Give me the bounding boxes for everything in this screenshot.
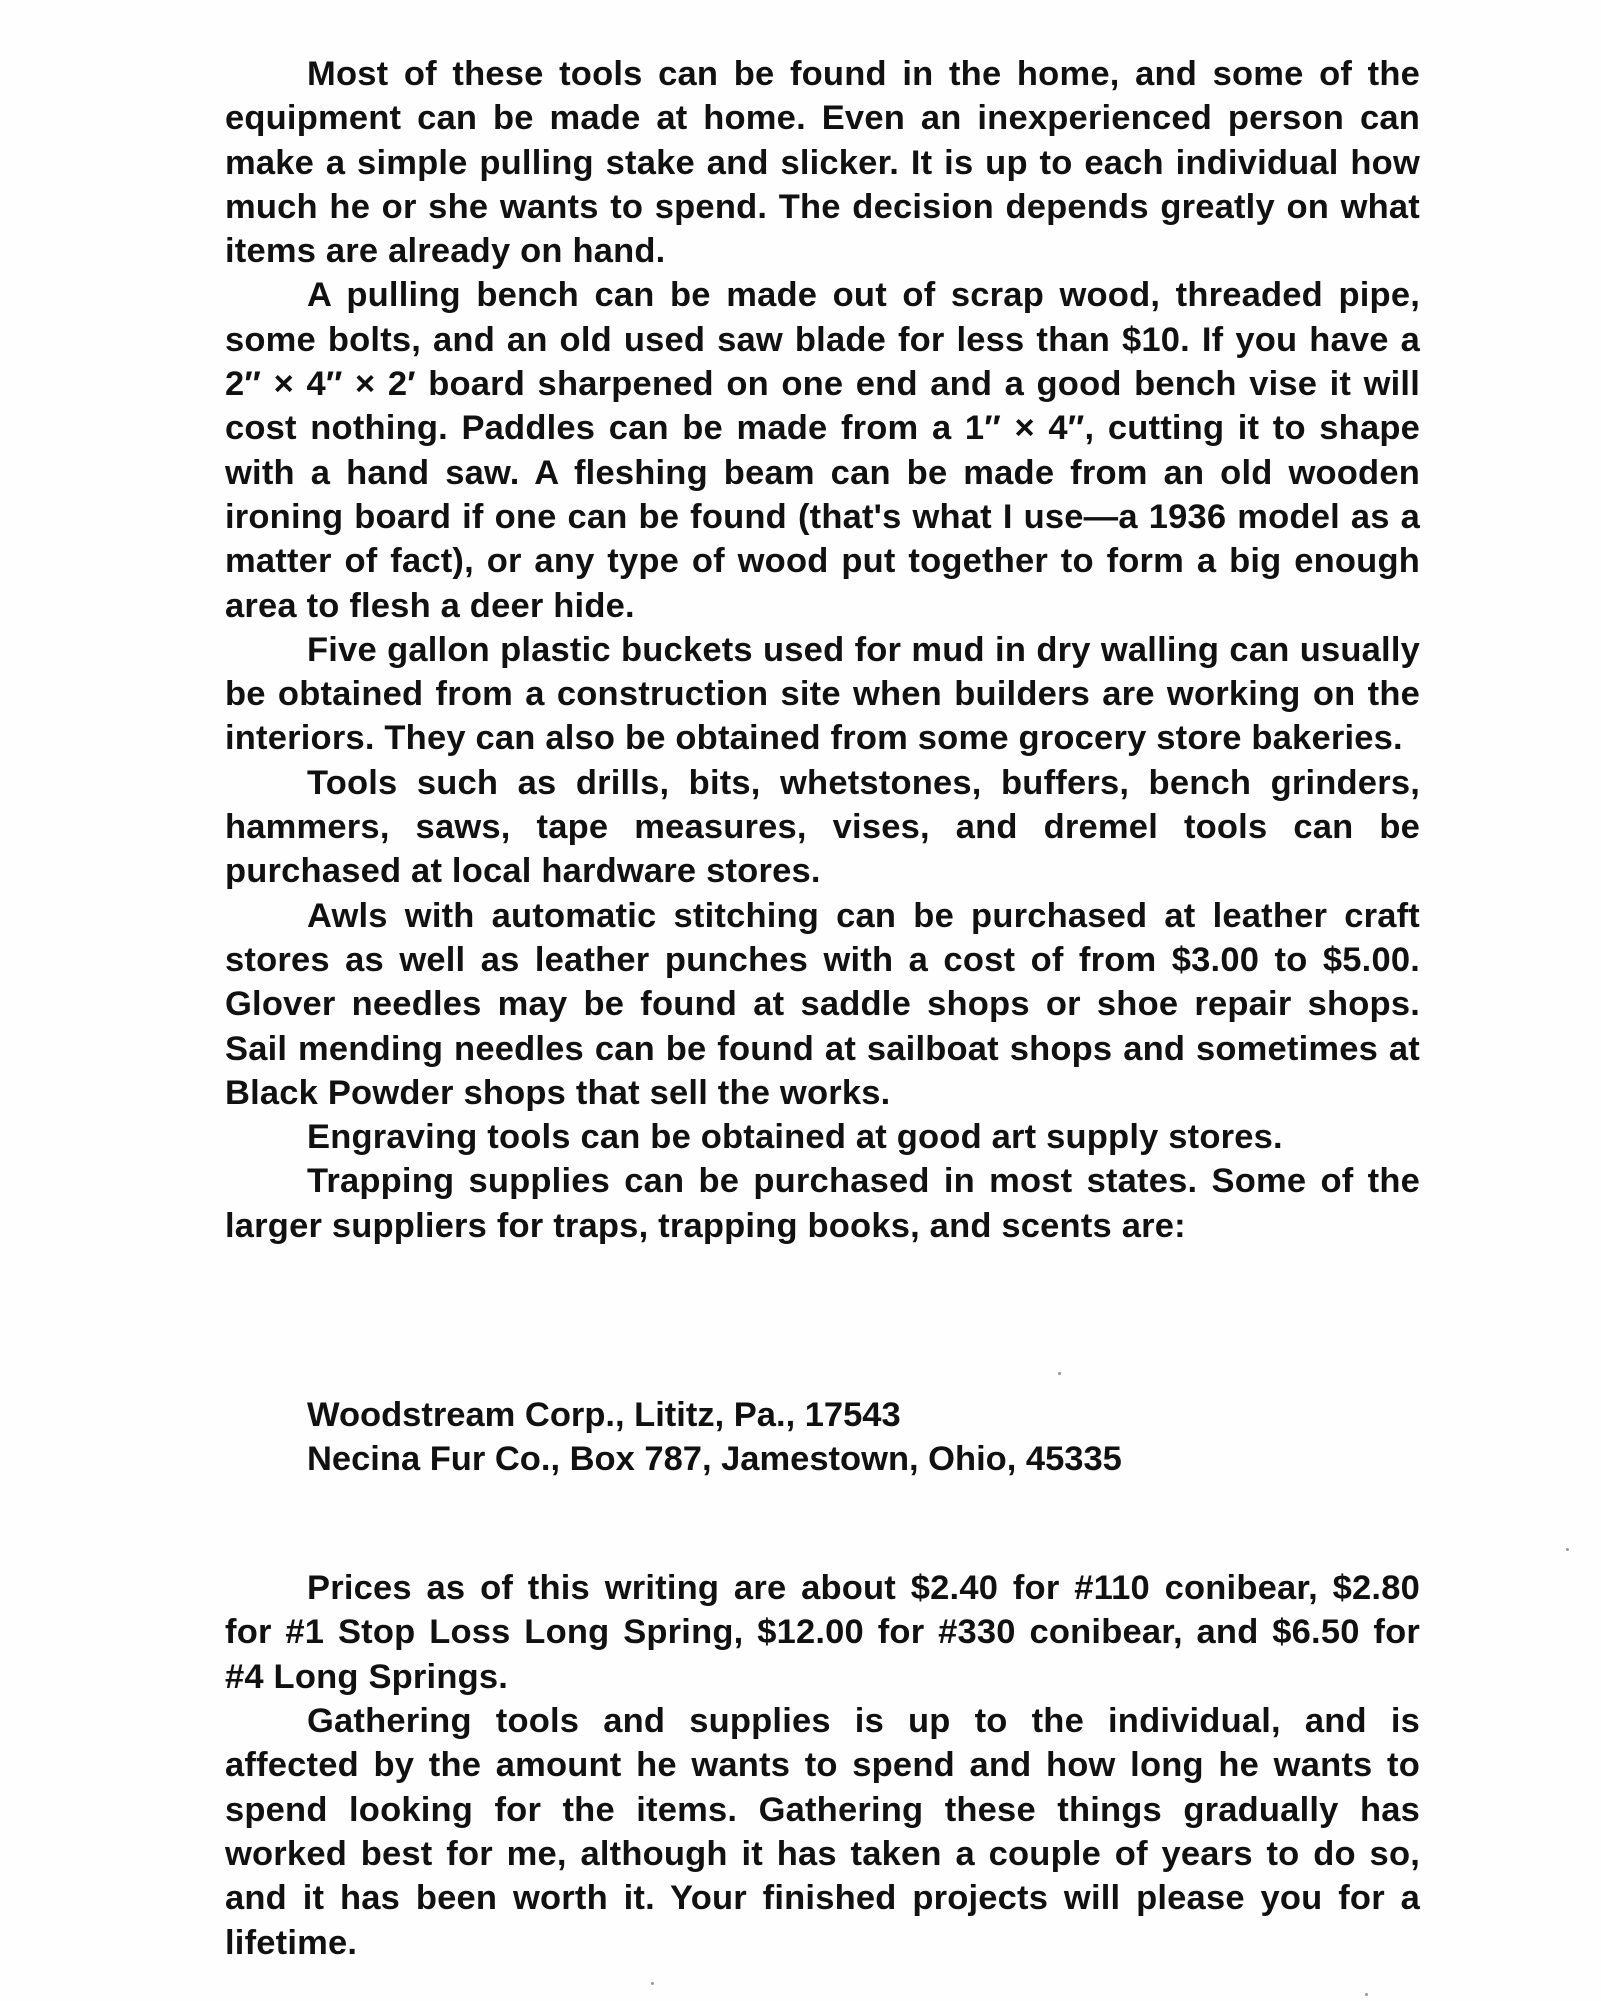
supplier-address: Woodstream Corp., Lititz, Pa., 17543 [307, 1396, 901, 1434]
scan-speck [1566, 1548, 1569, 1551]
body-text-bottom [225, 1566, 1420, 1965]
paragraph: A pulling bench can be made out of scrap wood, threaded pipe, some bolts, and an old used saw blade for less than $10. If you have a 2″ × 4″ × 2′ board sharpened on one end and a good bench vise it will cost nothing. Paddles can be made from a 1″ × 4″, cutting it to shape with a hand saw. A fleshing beam can be made from an old wooden ironing board if one can be found (that's what I use—a 1936 model as a matter of fact), or any type of wood put together to form a big enough area to flesh a deer hide. [225, 276, 1420, 625]
body-text-top [225, 52, 1420, 1248]
scan-speck [1058, 1372, 1061, 1375]
supplier-list [307, 1393, 1307, 1482]
paragraph: Tools such as drills, bits, whetstones, buffers, bench grinders, hammers, saws, tape measures, vises, and dremel tools can be purchased at local hardware stores. [225, 763, 1420, 891]
paragraph: Most of these tools can be found in the home, and some of the equipment can be made at home. Even an inexperienced person can make a simple pulling stake and slicker. It is up to each individual how much he or she wants to spend. The decision depends greatly on what items are already on hand. [225, 55, 1420, 271]
paragraph: Gathering tools and supplies is up to the individual, and is affected by the amount he wants to spend and how long he wants to spend looking for the items. Gathering these things gradually has worked best for me, although it has taken a couple of years to do so, and it has been worth it. Your finished projects will please you for a lifetime. [225, 1702, 1420, 1962]
paragraph: Engraving tools can be obtained at good art supply stores. [307, 1118, 1283, 1157]
paragraph: Awls with automatic stitching can be purchased at leather craft stores as well as leather punches with a cost of from $3.00 to $5.00. Glover needles may be found at saddle shops or shoe repair shops. Sail mending needles can be found at sailboat shops and sometimes at Black Powder shops that sell the works. [225, 896, 1420, 1112]
scan-speck [1365, 1993, 1368, 1996]
paragraph: Prices as of this writing are about $2.40 for #110 conibear, $2.80 for #1 Stop Loss Long Spring, $12.00 for #330 conibear, and $6.50 for #4 Long Springs. [225, 1569, 1420, 1696]
paragraph: Trapping supplies can be purchased in most states. Some of the larger suppliers for traps, trapping books, and scents are: [225, 1162, 1420, 1245]
paragraph: Five gallon plastic buckets used for mud in dry walling can usually be obtained from a construction site when builders are working on the interiors. They can also be obtained from some grocery store bakeries. [225, 630, 1420, 758]
supplier-address: Necina Fur Co., Box 787, Jamestown, Ohio, 45335 [307, 1440, 1122, 1479]
scan-speck [651, 1982, 654, 1985]
